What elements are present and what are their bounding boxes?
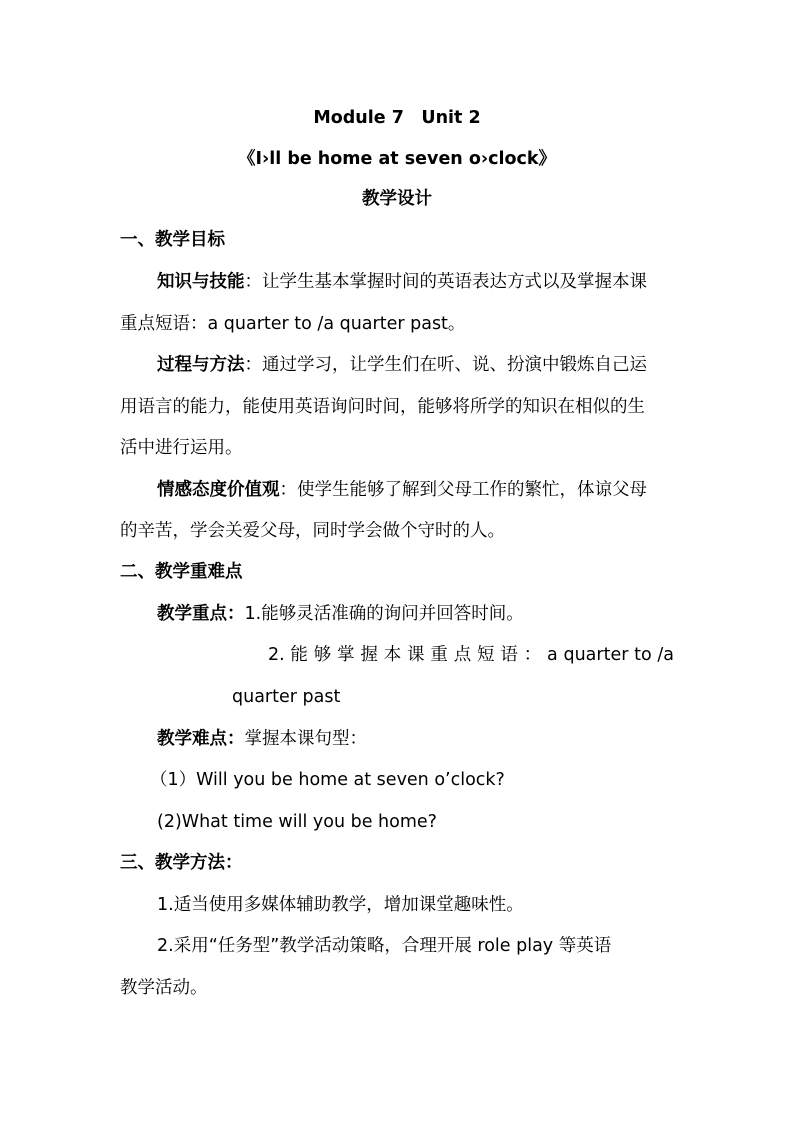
paragraph-process-line2: 用语言的能力，能使用英语询问时间，能够将所学的知识在相似的生 — [120, 397, 645, 417]
paragraph-emotion-line2: 的辛苦，学会关爱父母，同时学会做个守时的人。 — [120, 521, 505, 541]
section-heading-methods: 三、教学方法： — [120, 853, 243, 873]
key-point-line1 — [157, 602, 524, 626]
difficulty-line — [157, 727, 367, 751]
doc-type-heading: 教学设计 — [362, 189, 432, 209]
difficulty-item2: (2)What time will you be home? — [157, 812, 437, 832]
difficulty-item1: （1）Will you be home at seven o’clock? — [150, 770, 505, 790]
doc-subtitle: 《I›ll be home at seven o›clock》 — [238, 149, 556, 169]
knowledge-text: ：让学生基本掌握时间的英语表达方式以及掌握本课 — [244, 272, 647, 292]
emotion-text: ：使学生能够了解到父母工作的繁忙，体谅父母 — [279, 480, 647, 500]
paragraph-process-line3: 活中进行运用。 — [120, 438, 243, 458]
emotion-label: 情感态度价值观 — [157, 480, 280, 500]
section-heading-key-difficult: 二、教学重难点 — [120, 562, 243, 582]
difficulty-text: 掌握本课句型： — [244, 729, 367, 749]
knowledge-label: 知识与技能 — [157, 272, 245, 292]
key-point-item1: 1.能够灵活准确的询问并回答时间。 — [244, 604, 524, 624]
paragraph-process-line1 — [157, 353, 647, 377]
process-text: ：通过学习，让学生们在听、说、扮演中锻炼自己运 — [244, 355, 647, 375]
method-item2-line2: 教学活动。 — [120, 978, 208, 998]
difficulty-label: 教学难点： — [157, 729, 245, 749]
key-point-item2-line1: 2. 能 够 掌 握 本 课 重 点 短 语 ： a quarter to /a — [268, 645, 674, 665]
paragraph-knowledge-line1 — [157, 270, 647, 294]
section-heading-objectives: 一、教学目标 — [120, 230, 225, 250]
method-item1: 1.适当使用多媒体辅助教学，增加课堂趣味性。 — [157, 895, 524, 915]
key-point-item2-line2: quarter past — [232, 687, 341, 707]
paragraph-emotion-line1 — [157, 478, 647, 502]
process-label: 过程与方法 — [157, 355, 245, 375]
paragraph-knowledge-line2: 重点短语：a quarter to /a quarter past。 — [120, 314, 466, 334]
doc-title: Module 7 Unit 2 — [313, 108, 481, 128]
key-point-label: 教学重点： — [157, 604, 245, 624]
method-item2-line1: 2.采用“任务型”教学活动策略，合理开展 role play 等英语 — [157, 936, 612, 956]
